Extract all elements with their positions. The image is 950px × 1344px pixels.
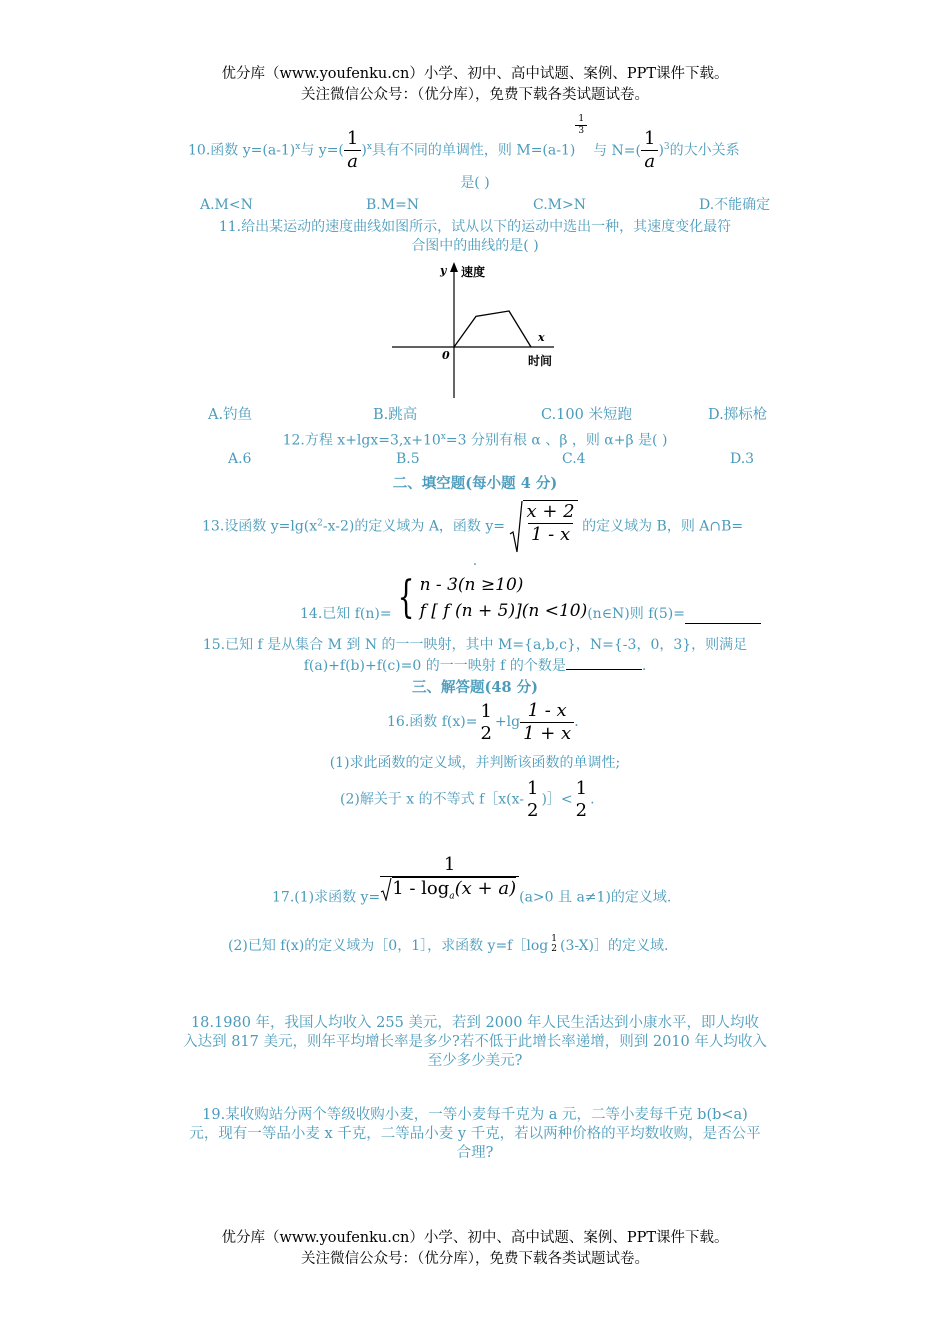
question-19-line-3: 合理?: [456, 1145, 494, 1161]
radical-sign-icon: [509, 500, 523, 554]
fraction-1-over-a-2: $\frac{1}{a}$: [641, 128, 658, 173]
question-16-part-2: (2)解关于 x 的不等式 f［x(x- 1 2 )］< 1 2 .: [340, 778, 595, 821]
y-axis-label: y: [440, 264, 447, 277]
question-11-line-2: 合图中的曲线的是( ): [411, 238, 539, 254]
velocity-curve: [454, 311, 531, 347]
log-base-one-half: 1 2: [551, 934, 557, 954]
question-12: 12.方程 $x+\lg x=3,x+10^x=3$ 分别有根 α 、β ，则 α+β 是( ): [282, 432, 668, 449]
question-17: 17.(1)求函数 y= $\frac{1}{1 - \log_a(x + a)}$ (a>0 且 a≠1)的定义域.: [272, 854, 672, 906]
x-axis-title: 时间: [528, 354, 553, 368]
y-axis-arrow-icon: [450, 262, 458, 272]
y-axis-title: 速度: [461, 265, 486, 279]
option-d[interactable]: D.不能确定: [699, 197, 771, 213]
header-line-2: 关注微信公众号：（优分库），免费下载各类试题试卷。: [301, 87, 649, 103]
footer-line-1: 优分库（www.youfenku.cn）小学、初中、高中试题、案例、PPT课件下载。: [221, 1230, 729, 1246]
question-19: [0, 1106, 950, 1163]
exponent-one-third: $\frac{1}{3}$: [575, 114, 587, 137]
footer-line-2: 关注微信公众号：（优分库），免费下载各类试题试卷。: [301, 1251, 649, 1267]
question-18-line-1: 18.1980 年，我国人均收入 255 美元，若到 2000 年人民生活达到小康水平，即人均收: [190, 1015, 760, 1031]
question-13: 13.设函数 $y=\lg(x^2-x-2)$的定义域为 A，函数 y= $\frac{x + 2}{1 - x}$ 的定义域为 B，则 A∩B=: [202, 500, 822, 554]
option-a[interactable]: A.M<N: [200, 197, 253, 213]
origin-label: 0: [442, 349, 450, 362]
option-a[interactable]: A.钓鱼: [208, 407, 253, 423]
option-c[interactable]: C.100 米短跑: [541, 407, 632, 423]
fraction-q17: $\frac{1}{1 - \log_a(x + a)}$: [380, 854, 519, 908]
option-d[interactable]: D.3: [730, 451, 755, 467]
question-11-line-1: 11.给出某运动的速度曲线如图所示，试从以下的运动中选出一种，其速度变化最符: [218, 219, 732, 235]
section-2-heading: 二、填空题(每小题 4 分): [392, 475, 558, 492]
page-footer: [0, 1228, 950, 1270]
question-19-line-1: 19.某收购站分两个等级收购小麦，一等小麦每千克为 a 元，二等小麦每千克 b(b<a): [202, 1107, 748, 1123]
section-3-heading: 三、解答题(48 分): [412, 679, 538, 696]
question-18: [0, 1014, 950, 1071]
sqrt-expression: $\frac{x + 2}{1 - x}$: [509, 500, 577, 554]
option-b[interactable]: B.M=N: [366, 197, 420, 213]
answer-blank[interactable]: [566, 655, 642, 670]
answer-blank[interactable]: [685, 607, 761, 624]
velocity-time-graph: [380, 258, 580, 406]
piecewise-cases: { n - 3(n ≥10) f [ f (n + 5)](n <10): [397, 572, 588, 623]
option-b[interactable]: B.5: [396, 451, 420, 467]
option-a[interactable]: A.6: [228, 451, 252, 467]
brace-icon: {: [397, 572, 414, 623]
fraction-1-over-a: $\frac{1}{a}$: [344, 128, 361, 173]
question-13-dot: .: [472, 553, 478, 569]
option-c[interactable]: C.M>N: [533, 197, 586, 213]
option-c[interactable]: C.4: [562, 451, 586, 467]
question-15-line-1: 15.已知 f 是从集合 M 到 N 的一一映射，其中 M={a,b,c}，N={-3，0，3}，则满足: [202, 637, 748, 653]
question-17-part-2: (2)已知 f(x)的定义域为［0，1］，求函数 y=f［log 1 2 (3-X)］的定义域.: [228, 934, 669, 954]
x-axis-label: x: [538, 331, 545, 344]
question-18-line-2: 入达到 817 美元，则年平均增长率是多少?若不低于此增长率递增，则到 2010 年人均收入: [183, 1034, 767, 1050]
option-d[interactable]: D.掷标枪: [708, 407, 768, 423]
option-b[interactable]: B.跳高: [373, 407, 418, 423]
question-10-line-2: 是( ): [460, 175, 490, 191]
question-18-line-3: 至少多少美元?: [427, 1053, 523, 1069]
question-16-part-1: (1)求此函数的定义域，并判断该函数的单调性;: [329, 755, 621, 771]
question-19-line-2: 元，现有一等品小麦 x 千克，二等品小麦 y 千克，若以两种价格的平均数收购，是否公平: [189, 1126, 761, 1142]
question-10: 10.函数 $y=(a-1)^x$与 y=( $\frac{1}{a}$ )$^x$具有不同的单调性，则 M=(a-1) $\frac{1}{3}$ 与 N=( $\frac{1}{a}$ )$^3$的大小关系: [188, 114, 740, 172]
question-14: 14.已知 f(n)= { n - 3(n ≥10) f [ f (n + 5)](n <10) (n∈N)则 f(5)=: [300, 572, 780, 624]
header-line-1: 优分库（www.youfenku.cn）小学、初中、高中试题、案例、PPT课件下载。: [221, 66, 729, 82]
radical-sign-icon: [380, 877, 392, 901]
question-11: [0, 218, 950, 256]
page-header: [0, 64, 950, 106]
question-16: 16.函数 f(x)= 1 2 +lg $\frac{1 - x}{1 + x}$ .: [387, 700, 579, 744]
question-15: 15.已知 f 是从集合 M 到 N 的一一映射，其中 M={a,b,c}，N={-3，0，3}，则满足 f(a)+f(b)+f(c)=0 的一一映射 f 的个数是 .: [0, 636, 950, 676]
